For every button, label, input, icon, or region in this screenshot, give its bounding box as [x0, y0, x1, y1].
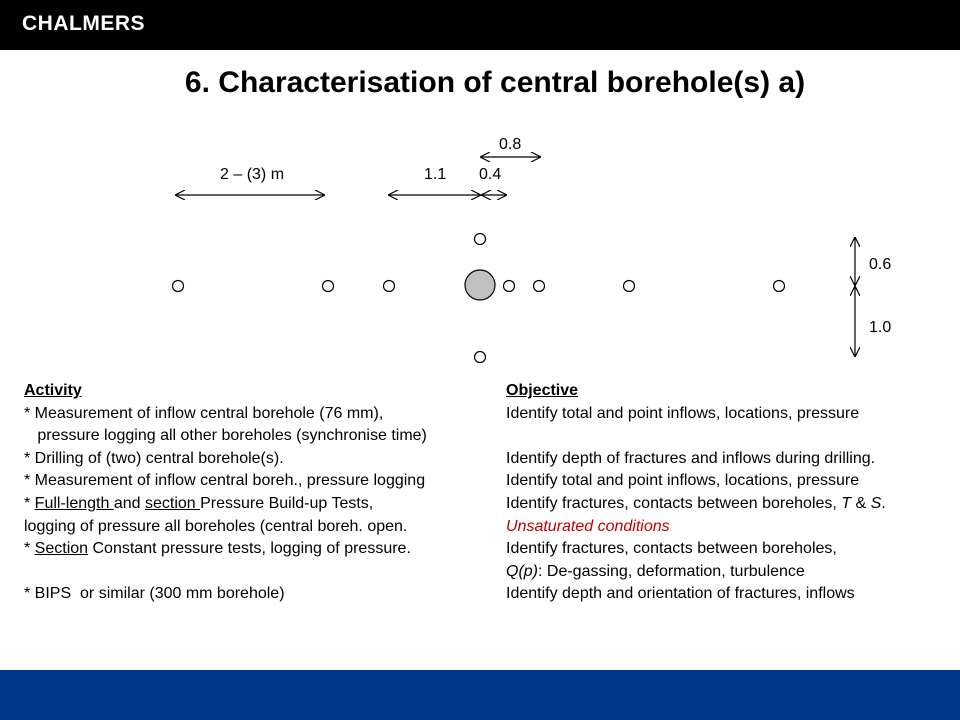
borehole-bottom [475, 352, 486, 363]
objective-pre: Identify fractures, contacts between boreholes, [506, 494, 842, 512]
storativity-symbol: S [870, 494, 882, 512]
objective-cell [506, 561, 805, 584]
table-row [24, 425, 954, 448]
table-row [24, 493, 954, 516]
chalmers-logo: CHALMERS [22, 12, 145, 35]
activity-cell [24, 493, 373, 516]
page-title: 6. Characterisation of central borehole(s) a) [184, 66, 806, 99]
full-length-text: Full-length [34, 494, 114, 512]
borehole-right-4 [774, 281, 785, 292]
activity-prefix: * [24, 494, 35, 512]
activity-cell: * Measurement of inflow central borehole (76 mm), [24, 404, 384, 422]
activity-prefix: * [24, 540, 35, 558]
objective-cell: Identify depth and orientation of fractures, inflows [506, 585, 855, 603]
table-row [24, 403, 954, 426]
activity-cell [24, 538, 411, 561]
activity-objective-table [24, 380, 954, 606]
borehole-top [475, 234, 486, 245]
transmissivity-symbol: T [841, 494, 852, 512]
label-2-3m: 2 – (3) m [220, 166, 285, 183]
borehole-left-2 [323, 281, 334, 292]
activity-cell: * Drilling of (two) central borehole(s). [24, 449, 284, 467]
borehole-layout-svg [0, 120, 960, 370]
borehole-right-2 [534, 281, 545, 292]
label-0.4: 0.4 [479, 166, 502, 183]
label-0.8: 0.8 [499, 136, 522, 153]
objective-end: . [881, 494, 886, 512]
activity-cell: * Measurement of inflow central boreh., pressure logging [24, 472, 426, 490]
header-bar [0, 0, 960, 50]
borehole-diagram [0, 120, 960, 370]
section-text: Section [34, 540, 89, 558]
section-text: section [144, 494, 201, 512]
footer-bar [0, 670, 960, 720]
borehole-right-1 [504, 281, 515, 292]
borehole-left-1 [173, 281, 184, 292]
table-row [24, 516, 954, 539]
table-row [24, 561, 954, 584]
objective-cell: Identify fractures, contacts between boreholes, [506, 540, 837, 558]
borehole-left-3 [384, 281, 395, 292]
table-row [24, 448, 954, 471]
objective-header: Objective [506, 382, 579, 399]
activity-header: Activity [24, 382, 82, 399]
table-header-row [24, 380, 954, 403]
table-row [24, 583, 954, 606]
label-0.6: 0.6 [869, 256, 892, 273]
objective-amp: & [851, 494, 871, 512]
activity-cell: logging of pressure all boreholes (central boreh. open. [24, 517, 408, 535]
objective-cell-unsaturated: Unsaturated conditions [506, 517, 670, 535]
table-row [24, 538, 954, 561]
activity-mid: and [113, 494, 145, 512]
activity-cell: * BIPS or similar (300 mm borehole) [24, 585, 285, 603]
label-1.1: 1.1 [424, 166, 447, 183]
activity-rest: Constant pressure tests, logging of pressure. [88, 540, 411, 558]
objective-cell: Identify total and point inflows, locations, pressure [506, 404, 860, 422]
objective-cell [506, 493, 886, 516]
borehole-central [465, 270, 495, 300]
qp-symbol: Q(p) [506, 562, 538, 580]
objective-cell: Identify total and point inflows, locations, pressure [506, 472, 860, 490]
objective-rest: : De-gassing, deformation, turbulence [538, 562, 805, 580]
label-1.0: 1.0 [869, 319, 892, 336]
borehole-right-3 [624, 281, 635, 292]
table-row [24, 470, 954, 493]
objective-cell: Identify depth of fractures and inflows during drilling. [506, 449, 876, 467]
activity-cell: pressure logging all other boreholes (synchronise time) [24, 427, 427, 445]
activity-rest: Pressure Build-up Tests, [200, 494, 374, 512]
